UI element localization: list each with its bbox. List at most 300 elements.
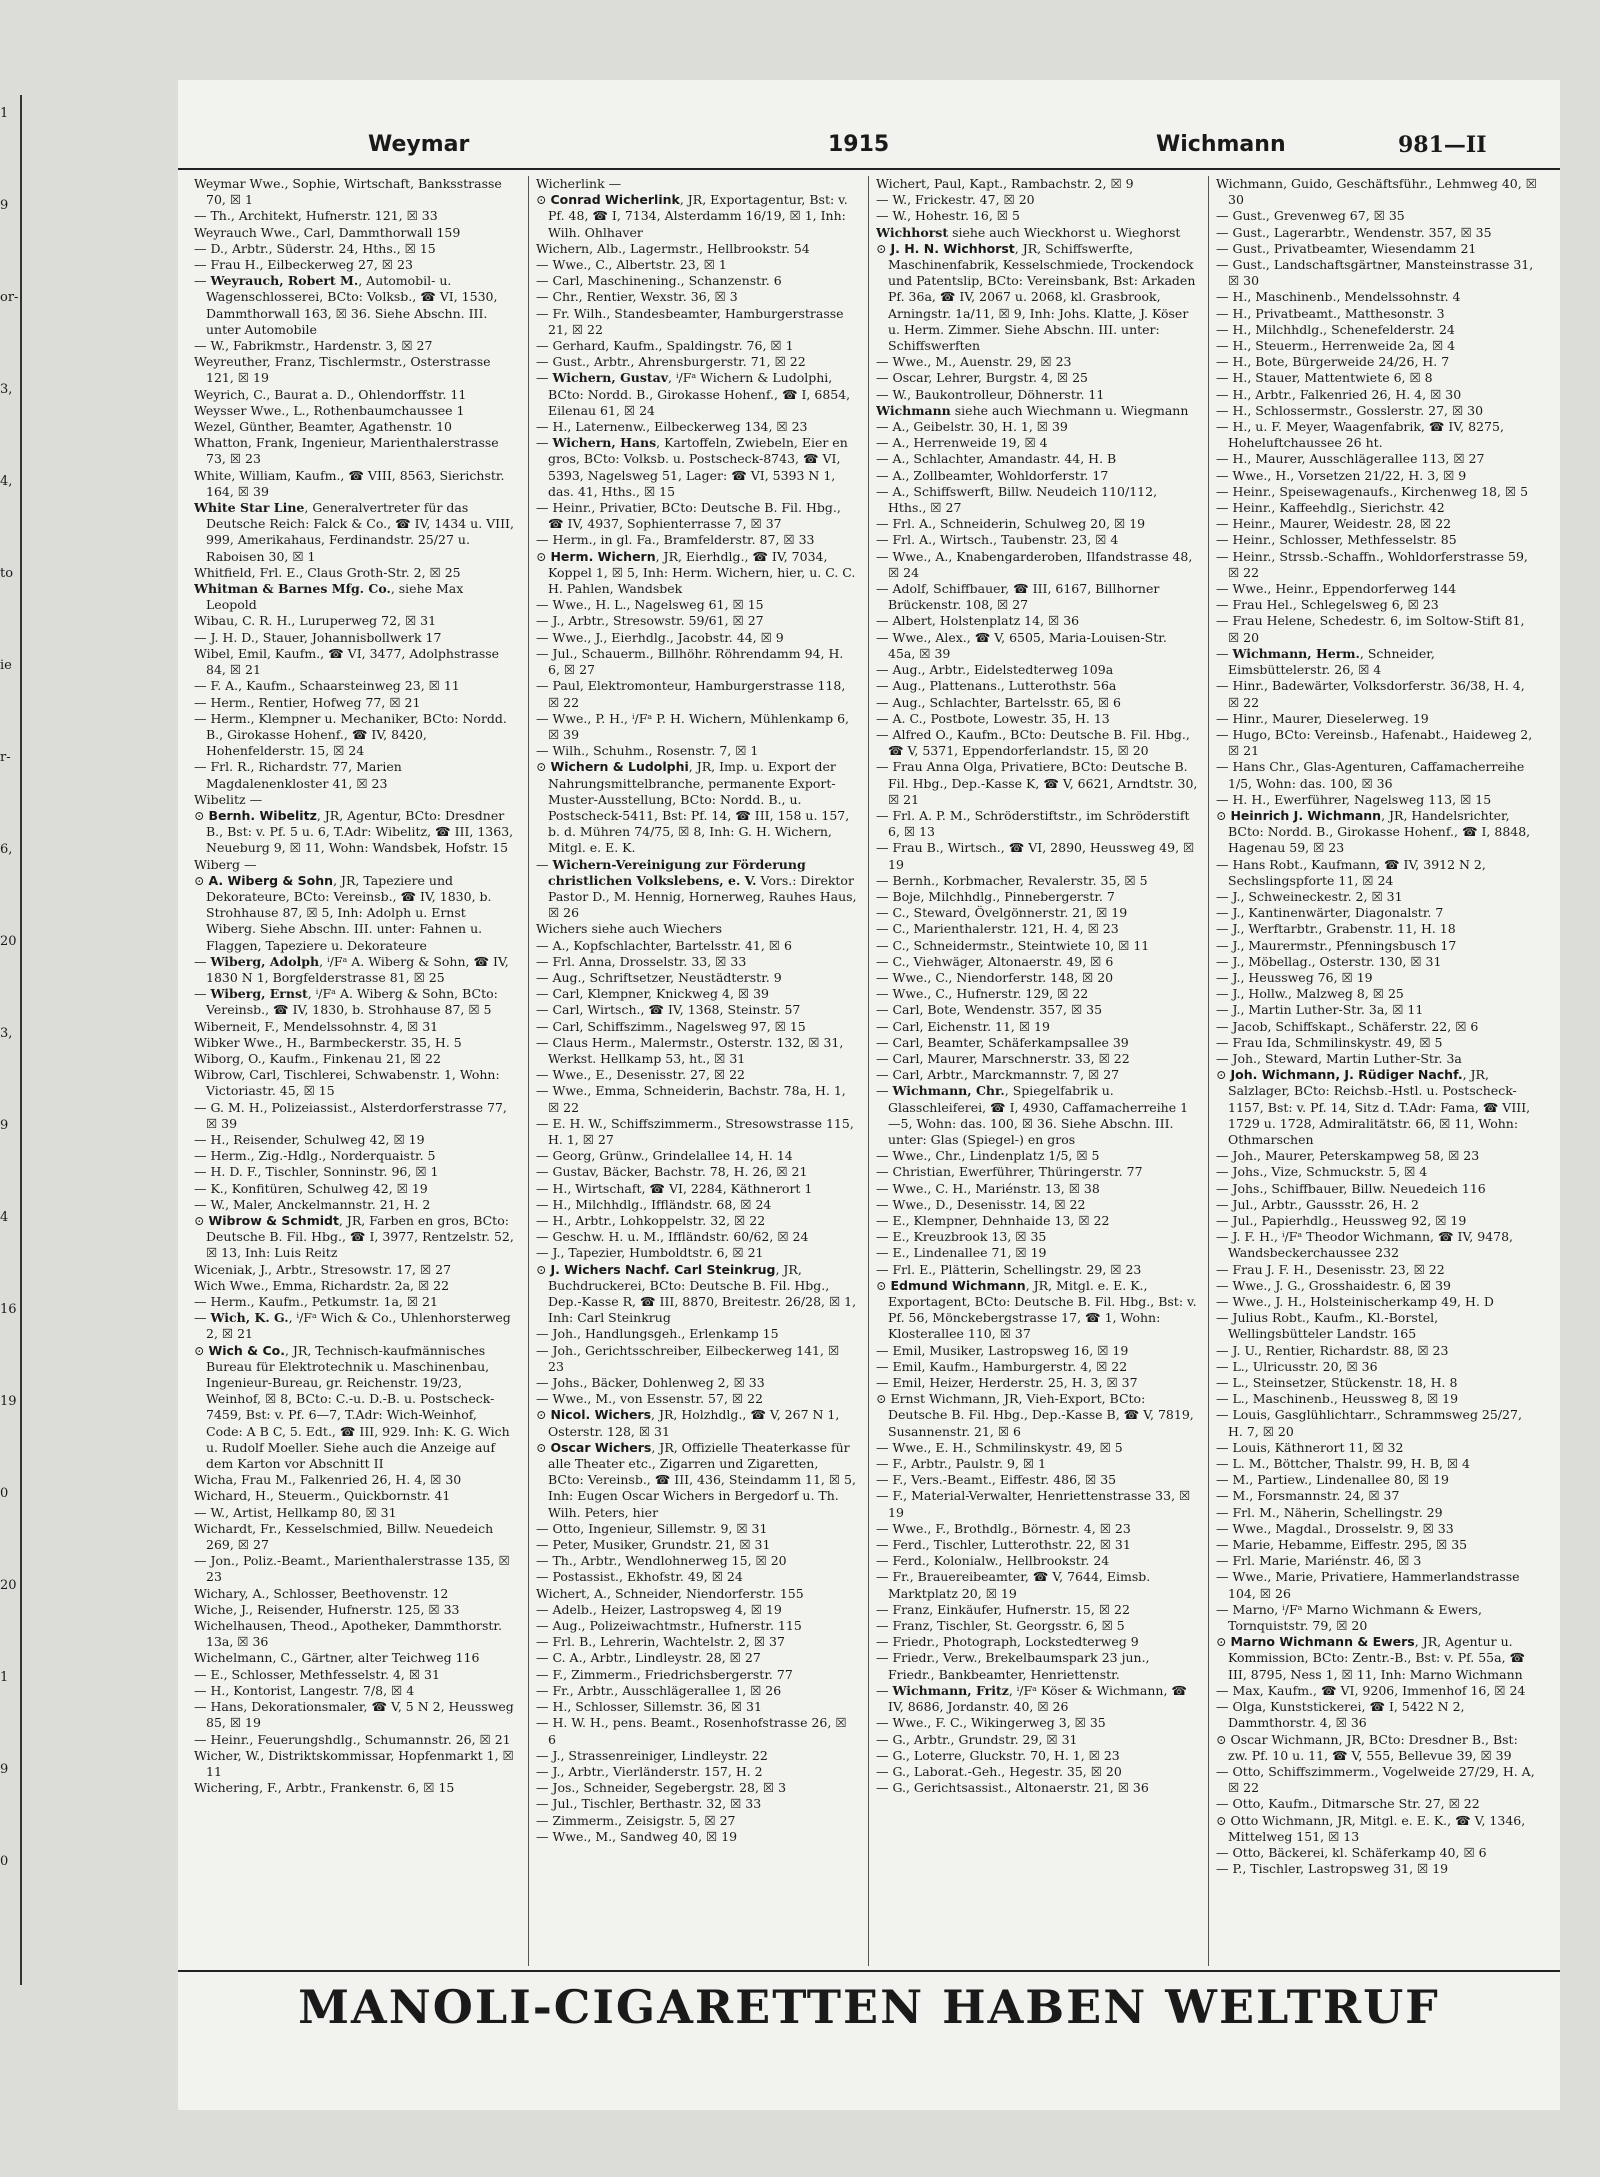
directory-entry: — G., Laborat.-Geh., Hegestr. 35, ☒ 20	[876, 1763, 1122, 1779]
directory-entry: Wicha, Frau M., Falkenried 26, H. 4, ☒ 30	[194, 1472, 462, 1488]
previous-page-fragment: ie	[0, 658, 12, 673]
header-rule	[178, 168, 1560, 170]
directory-entry: ⊙ Ernst Wichmann, JR, Vieh-Export, BCto: Deutsche B. Fil. Hbg., Dep.-Kasse B, ☎ V, 7819, Susannenstr. 21, ☒ 6	[876, 1391, 1194, 1439]
directory-column-2	[536, 176, 858, 1966]
directory-entry: Wibelitz —	[194, 791, 263, 807]
directory-entry: — Hans Chr., Glas-Agenturen, Caffamacherreihe 1/5, Wohn: das. 100, ☒ 36	[1216, 759, 1525, 791]
directory-entry: — Wwe., M., Sandweg 40, ☒ 19	[536, 1828, 738, 1844]
directory-entry: Wichern, Alb., Lagermstr., Hellbrookstr. 54	[536, 240, 810, 256]
previous-page-fragment: 6,	[0, 842, 13, 857]
firm-entry: ⊙ Nicol. Wichers, JR, Holzhdlg., ☎ V, 267 N 1, Osterstr. 128, ☒ 31	[536, 1407, 840, 1439]
directory-entry: — J., Heussweg 76, ☒ 19	[1216, 969, 1373, 985]
directory-entry: — Wwe., J., Eierhdlg., Jacobstr. 44, ☒ 9	[536, 629, 784, 645]
directory-entry: — J. H. D., Stauer, Johannisbollwerk 17	[194, 629, 442, 645]
directory-entry: Wibrow, Carl, Tischlerei, Schwabenstr. 1, Wohn: Victoriastr. 45, ☒ 15	[194, 1067, 500, 1099]
directory-entry: — Postassist., Ekhofstr. 49, ☒ 24	[536, 1569, 743, 1585]
directory-entry: — C., Marienthalerstr. 121, H. 4, ☒ 23	[876, 921, 1119, 937]
directory-entry: — Herm., Klempner u. Mechaniker, BCto: Nordd. B., Girokasse Hohenf., ☎ IV, 8420, Hohenfelderstr. 15, ☒ 24	[194, 710, 507, 759]
firm-entry: ⊙ Conrad Wicherlink, JR, Exportagentur, Bst: v. Pf. 48, ☎ I, 7134, Alsterdamm 16/19, ☒ 1, Inh: Wilh. Ohlhaver	[536, 192, 848, 240]
directory-entry: — C., Schneidermstr., Steintwiete 10, ☒ 11	[876, 937, 1150, 953]
directory-column-1	[194, 176, 516, 1966]
directory-entry: Weyrich, C., Baurat a. D., Ohlendorffstr. 11	[194, 386, 467, 402]
directory-entry: — F., Arbtr., Paulstr. 9, ☒ 1	[876, 1456, 1047, 1472]
directory-entry: — Herm., Kaufm., Petkumstr. 1a, ☒ 21	[194, 1294, 438, 1310]
column-divider	[868, 176, 869, 1966]
directory-entry: — J., Arbtr., Vierländerstr. 157, H. 2	[536, 1763, 763, 1779]
directory-entry: — H., Schlossermstr., Gosslerstr. 27, ☒ 30	[1216, 402, 1484, 418]
directory-entry: — Carl, Bote, Wendenstr. 357, ☒ 35	[876, 1002, 1103, 1018]
directory-entry: — Carl, Maurer, Marschnerstr. 33, ☒ 22	[876, 1050, 1130, 1066]
directory-entry: — Jos., Schneider, Segebergstr. 28, ☒ 3	[536, 1780, 787, 1796]
directory-entry: — Jul., Tischler, Berthastr. 32, ☒ 33	[536, 1796, 762, 1812]
directory-entry: — J., Möbellag., Osterstr. 130, ☒ 31	[1216, 953, 1442, 969]
directory-entry: — Carl, Schiffszimm., Nagelsweg 97, ☒ 15	[536, 1018, 806, 1034]
directory-entry: — Gustav, Bäcker, Bachstr. 78, H. 26, ☒ 21	[536, 1164, 808, 1180]
directory-entry: — E., Klempner, Dehnhaide 13, ☒ 22	[876, 1213, 1110, 1228]
directory-entry: — L., Ulricusstr. 20, ☒ 36	[1216, 1358, 1378, 1374]
directory-entry: — Gust., Lagerarbtr., Wendenstr. 357, ☒ 35	[1216, 224, 1492, 240]
directory-entry: — Wwe., E., Desenisstr. 27, ☒ 22	[536, 1067, 746, 1083]
page-number: 981—II	[1398, 132, 1487, 158]
directory-entry: Wichard, H., Steuerm., Quickbornstr. 41	[194, 1488, 451, 1504]
directory-entry: — Chr., Rentier, Wexstr. 36, ☒ 3	[536, 289, 738, 305]
directory-entry: — W., Artist, Hellkamp 80, ☒ 31	[194, 1504, 397, 1520]
directory-entry: — K., Konfitüren, Schulweg 42, ☒ 19	[194, 1180, 428, 1196]
directory-entry: — Marno, ⁱ/Fᵃ Marno Wichmann & Ewers, Tornquiststr. 79, ☒ 20	[1216, 1601, 1482, 1634]
previous-page-edge	[0, 95, 22, 1985]
directory-entry: — H. D. F., Tischler, Sonninstr. 96, ☒ 1	[194, 1164, 439, 1180]
firm-entry: ⊙ Heinrich J. Wichmann, JR, Handelsrichter, BCto: Nordd. B., Girokasse Hohenf., ☎ I, 8848, Hagenau 59, ☒ 23	[1216, 807, 1531, 856]
firm-entry: ⊙ Oscar Wichers, JR, Offizielle Theaterkasse für alle Theater etc., Zigarren und Zigaretten, BCto: Vereinsb., ☎ III, 436, Steindamm 11, ☒ 5, Inh: Eugen Oscar Wichers in Bergedorf u. Th. Wilh. Peters, hier	[536, 1439, 856, 1520]
directory-entry: — Th., Architekt, Hufnerstr. 121, ☒ 33	[194, 208, 438, 224]
directory-entry: — Gust., Arbtr., Ahrensburgerstr. 71, ☒ 22	[536, 354, 806, 370]
directory-column-3	[876, 176, 1198, 1966]
directory-entry: — C., Viehwäger, Altonaerstr. 49, ☒ 6	[876, 953, 1114, 969]
directory-entry: — Max, Kaufm., ☎ VI, 9206, Immenhof 16, ☒ 24	[1216, 1682, 1526, 1698]
directory-entry: — Heinr., Maurer, Weidestr. 28, ☒ 22	[1216, 516, 1452, 532]
directory-entry: — Carl, Beamter, Schäferkampsallee 39	[876, 1034, 1129, 1050]
directory-entry: — E., Kreuzbrook 13, ☒ 35	[876, 1229, 1047, 1245]
directory-entry: — Gust., Grevenweg 67, ☒ 35	[1216, 208, 1405, 224]
directory-entry: — Wwe., J. G., Grosshaidestr. 6, ☒ 39	[1216, 1277, 1451, 1293]
directory-entry: Wicher, W., Distriktskommissar, Hopfenmarkt 1, ☒ 11	[194, 1747, 514, 1779]
advertisement-banner: MANOLI-CIGARETTEN HABEN WELTRUF	[298, 1980, 1440, 2034]
previous-page-fragment: 9	[0, 1118, 9, 1133]
directory-entry: Wichmann siehe auch Wiechmann u. Wiegmann	[876, 402, 1189, 418]
directory-entry: — H., Stauer, Mattentwiete 6, ☒ 8	[1216, 370, 1433, 386]
directory-entry: ⊙ Otto Wichmann, JR, Mitgl. e. E. K., ☎ V, 1346, Mittelweg 151, ☒ 13	[1216, 1812, 1526, 1844]
directory-entry: — J., Tapezier, Humboldtstr. 6, ☒ 21	[536, 1245, 764, 1261]
firm-entry: ⊙ Marno Wichmann & Ewers, JR, Agentur u. Kommission, BCto: Zentr.-B., Bst: v. Pf. 55a, ☎ III, 8795, Ness 1, ☒ 11, Inh: Marno Wichmann	[1216, 1634, 1526, 1682]
directory-entry: — Heinr., Privatier, BCto: Deutsche B. Fil. Hbg., ☎ IV, 4937, Sophienterrasse 7, ☒ 37	[536, 500, 841, 532]
directory-entry: — W., Hohestr. 16, ☒ 5	[876, 208, 1020, 224]
directory-entry: — Olga, Kunststickerei, ☎ I, 5422 N 2, Dammthorstr. 4, ☒ 36	[1216, 1699, 1465, 1731]
directory-entry: Wiche, J., Reisender, Hufnerstr. 125, ☒ 33	[194, 1601, 460, 1617]
directory-entry: — Hans Robt., Kaufmann, ☎ IV, 3912 N 2, Sechslingspforte 11, ☒ 24	[1216, 856, 1486, 888]
directory-entry: Wiceniak, J., Arbtr., Stresowstr. 17, ☒ 27	[194, 1261, 452, 1277]
directory-entry: — Frl. Marie, Mariénstr. 46, ☒ 3	[1216, 1553, 1422, 1569]
directory-entry: — E., Schlosser, Methfesselstr. 4, ☒ 31	[194, 1666, 440, 1682]
directory-entry: — Frau Hel., Schlegelsweg 6, ☒ 23	[1216, 597, 1439, 613]
directory-entry: — Carl, Eichenstr. 11, ☒ 19	[876, 1018, 1050, 1034]
directory-entry: — H., Arbtr., Falkenried 26, H. 4, ☒ 30	[1216, 386, 1462, 402]
directory-entry: — Wwe., F. C., Wikingerweg 3, ☒ 35	[876, 1715, 1106, 1731]
directory-entry: — J., Arbtr., Stresowstr. 59/61, ☒ 27	[536, 613, 764, 629]
directory-entry: — Carl, Arbtr., Marckmannstr. 7, ☒ 27	[876, 1067, 1120, 1083]
directory-entry: — Hans, Dekorationsmaler, ☎ V, 5 N 2, Heussweg 85, ☒ 19	[194, 1699, 514, 1731]
directory-entry: — J., Martin Luther-Str. 3a, ☒ 11	[1216, 1002, 1424, 1018]
directory-entry: — Herm., in gl. Fa., Bramfelderstr. 87, ☒ 33	[536, 532, 815, 548]
directory-entry: Wicherlink —	[536, 176, 622, 191]
directory-entry: — Wwe., F., Brothdlg., Börnestr. 4, ☒ 23	[876, 1520, 1131, 1536]
directory-entry: Whatton, Frank, Ingenieur, Marienthalerstrasse 73, ☒ 23	[194, 435, 499, 467]
directory-entry: — Wwe., M., von Essenstr. 57, ☒ 22	[536, 1391, 763, 1407]
directory-entry: — H., Milchhdlg., Iffländstr. 68, ☒ 24	[536, 1196, 772, 1212]
directory-entry: — Frau Ida, Schmilinskystr. 49, ☒ 5	[1216, 1034, 1443, 1050]
previous-page-fragment: or-	[0, 290, 19, 305]
page-header	[178, 124, 1560, 164]
directory-entry: — J., Schweineckestr. 2, ☒ 31	[1216, 888, 1403, 904]
directory-entry: — Wwe., Chr., Lindenplatz 1/5, ☒ 5	[876, 1148, 1100, 1164]
directory-entry: — Wwe., M., Auenstr. 29, ☒ 23	[876, 354, 1072, 370]
directory-entry: — Friedr., Verw., Brekelbaumspark 23 jun., Friedr., Bankbeamter, Henriettenstr.	[876, 1650, 1150, 1682]
directory-entry: — Johs., Schiffbauer, Billw. Neuedeich 116	[1216, 1180, 1486, 1196]
directory-entry: Wichers siehe auch Wiechers	[536, 921, 723, 937]
directory-entry: — Otto, Schiffszimmerm., Vogelweide 27/29, H. A, ☒ 22	[1216, 1763, 1535, 1796]
directory-column-4	[1216, 176, 1538, 1966]
directory-entry: Wichelhausen, Theod., Apotheker, Dammthorstr. 13a, ☒ 36	[194, 1618, 502, 1650]
previous-page-fragment: 3,	[0, 1026, 13, 1041]
directory-entry: — Adelb., Heizer, Lastropsweg 4, ☒ 19	[536, 1601, 782, 1617]
directory-entry: — H., Maschinenb., Mendelssohnstr. 4	[1216, 289, 1461, 305]
directory-entry: White, William, Kaufm., ☎ VIII, 8563, Sierichstr. 164, ☒ 39	[194, 467, 505, 499]
directory-entry: — W., Baukontrolleur, Döhnerstr. 11	[876, 386, 1105, 402]
directory-entry: — Herm., Zig.-Hdlg., Norderquaistr. 5	[194, 1148, 436, 1164]
directory-entry: Whitfield, Frl. E., Claus Groth-Str. 2, ☒ 25	[194, 564, 461, 580]
directory-entry: — Hinr., Badewärter, Volksdorferstr. 36/38, H. 4, ☒ 22	[1216, 678, 1525, 710]
directory-entry: — Wichern, Gustav, ⁱ/Fᵃ Wichern & Ludolphi, BCto: Nordd. B., Girokasse Hohenf., ☎ I, 6854, Eilenau 61, ☒ 24	[536, 370, 851, 418]
directory-entry: — Wichmann, Fritz, ⁱ/Fᵃ Köser & Wichmann, ☎ IV, 8686, Jordanstr. 40, ☒ 26	[876, 1682, 1187, 1715]
directory-entry: — Paul, Elektromonteur, Hamburgerstrasse 118, ☒ 22	[536, 678, 846, 710]
directory-entry: — Johs., Bäcker, Dohlenweg 2, ☒ 33	[536, 1375, 765, 1391]
directory-entry: — A., Kopfschlachter, Bartelsstr. 41, ☒ 6	[536, 937, 792, 953]
directory-entry: Wibker Wwe., H., Barmbeckerstr. 35, H. 5	[194, 1034, 462, 1050]
directory-entry: — Aug., Plattenans., Lutterothstr. 56a	[876, 678, 1117, 694]
directory-entry: Wichmann, Guido, Geschäftsführ., Lehmweg 40, ☒ 30	[1216, 176, 1537, 208]
directory-entry: — Marie, Hebamme, Eiffestr. 295, ☒ 35	[1216, 1537, 1468, 1553]
directory-entry: — Aug., Polizeiwachtmstr., Hufnerstr. 115	[536, 1618, 802, 1634]
previous-page-fragment: 9	[0, 1762, 9, 1777]
directory-entry: — Otto, Kaufm., Ditmarsche Str. 27, ☒ 22	[1216, 1796, 1480, 1812]
directory-entry: — Franz, Einkäufer, Hufnerstr. 15, ☒ 22	[876, 1601, 1130, 1617]
directory-entry: — Wwe., Magdal., Drosselstr. 9, ☒ 33	[1216, 1520, 1454, 1536]
directory-entry: — L. M., Böttcher, Thalstr. 99, H. B, ☒ 4	[1216, 1456, 1470, 1472]
directory-entry: — Ferd., Tischler, Lutterothstr. 22, ☒ 31	[876, 1537, 1131, 1553]
previous-page-fragment: 20	[0, 934, 17, 949]
directory-entry: — Franz, Tischler, St. Georgsstr. 6, ☒ 5	[876, 1618, 1125, 1634]
directory-entry: — Christian, Ewerführer, Thüringerstr. 77	[876, 1164, 1143, 1180]
directory-entry: — Frau Helene, Schedestr. 6, im Soltow-Stift 81, ☒ 20	[1216, 613, 1525, 645]
directory-entry: — Frau H., Eilbeckerweg 27, ☒ 23	[194, 257, 413, 273]
directory-entry: — Otto, Bäckerei, kl. Schäferkamp 40, ☒ 6	[1216, 1844, 1487, 1860]
directory-entry: — F., Material-Verwalter, Henriettenstrasse 33, ☒ 19	[876, 1488, 1191, 1520]
directory-entry: — Hinr., Maurer, Dieselerweg. 19	[1216, 710, 1429, 726]
directory-entry: — Adolf, Schiffbauer, ☎ III, 6167, Billhorner Brückenstr. 108, ☒ 27	[876, 581, 1160, 613]
previous-page-fragment: to	[0, 566, 14, 581]
previous-page-fragment: 4	[0, 1210, 9, 1225]
directory-entry: Wichardt, Fr., Kesselschmied, Billw. Neuedeich 269, ☒ 27	[194, 1520, 494, 1553]
directory-entry: — Wwe., H., Vorsetzen 21/22, H. 3, ☒ 9	[1216, 467, 1467, 483]
directory-entry: — J., Werftarbtr., Grabenstr. 11, H. 18	[1216, 921, 1456, 937]
directory-entry: Weyreuther, Franz, Tischlermstr., Osterstrasse 121, ☒ 19	[194, 354, 491, 386]
firm-entry: ⊙ Edmund Wichmann, JR, Mitgl. e. E. K., Exportagent, BCto: Deutsche B. Fil. Hbg., Bst: v. Pf. 56, Mönckebergstrasse 17, ☎ 1, Wohn: Klosterallee 110, ☒ 37	[876, 1277, 1197, 1342]
directory-entry: — Georg, Grünw., Grindelallee 14, H. 14	[536, 1148, 793, 1164]
directory-entry: — Wwe., P. H., ⁱ/Fᵃ P. H. Wichern, Mühlenkamp 6, ☒ 39	[536, 710, 850, 742]
directory-entry: — Wwe., C. H., Mariénstr. 13, ☒ 38	[876, 1180, 1100, 1196]
directory-entry: — Friedr., Photograph, Lockstedterweg 9	[876, 1634, 1139, 1650]
column-divider	[1208, 176, 1209, 1966]
directory-entry: — Julius Robt., Kaufm., Kl.-Borstel, Wellingsbütteler Landstr. 165	[1216, 1310, 1439, 1342]
directory-page	[178, 80, 1560, 2110]
directory-entry: — A. C., Postbote, Lowestr. 35, H. 13	[876, 710, 1110, 726]
directory-entry: — Hugo, BCto: Vereinsb., Hafenabt., Haideweg 2, ☒ 21	[1216, 726, 1533, 759]
previous-page-fragment: 1	[0, 106, 9, 121]
directory-entry: — Wwe., A., Knabengarderoben, Ilfandstrasse 48, ☒ 24	[876, 548, 1193, 580]
directory-entry: — Joh., Handlungsgeh., Erlenkamp 15	[536, 1326, 779, 1342]
directory-entry: — J. F. H., ⁱ/Fᵃ Theodor Wichmann, ☎ IV, 9478, Wandsbeckerchaussee 232	[1216, 1229, 1514, 1261]
directory-entry: — A., Schiffswerft, Billw. Neudeich 110/112, Hths., ☒ 27	[876, 483, 1158, 516]
directory-entry: — Johs., Vize, Schmuckstr. 5, ☒ 4	[1216, 1164, 1428, 1180]
directory-entry: — M., Forsmannstr. 24, ☒ 37	[1216, 1488, 1400, 1504]
directory-entry: — G., Loterre, Gluckstr. 70, H. 1, ☒ 23	[876, 1747, 1120, 1763]
directory-entry: — F., Zimmerm., Friedrichsbergerstr. 77	[536, 1666, 793, 1682]
directory-entry: — Frau J. F. H., Desenisstr. 23, ☒ 22	[1216, 1261, 1445, 1277]
firm-entry: ⊙ J. H. N. Wichhorst, JR, Schiffswerfte, Maschinenfabrik, Kesselschmiede, Trockendock und Patentslip, BCto: Vereinsbank, Bst: Arkaden Pf. 36a, ☎ IV, 2067 u. 2068, kl. Grasbrook, Arningstr. 1a/11, ☒ 9, Inh: Johs. Klatte, J. Köser u. Herm. Zimmer. Siehe Abschn. III. unter: Schiffswerften	[876, 240, 1196, 354]
directory-entry: Whitman & Barnes Mfg. Co., siehe Max Leopold	[194, 581, 464, 613]
directory-entry: — H., Arbtr., Lohkoppelstr. 32, ☒ 22	[536, 1213, 766, 1228]
directory-entry: — L., Maschinenb., Heussweg 8, ☒ 19	[1216, 1391, 1459, 1407]
directory-entry: — Albert, Holstenplatz 14, ☒ 36	[876, 613, 1080, 629]
directory-entry: — Frl. M., Näherin, Schellingstr. 29	[1216, 1504, 1443, 1520]
directory-entry: — Heinr., Speisewagenaufs., Kirchenweg 18, ☒ 5	[1216, 483, 1529, 499]
directory-entry: — H., Steuerm., Herrenweide 2a, ☒ 4	[1216, 338, 1456, 354]
previous-page-fragment: 20	[0, 1578, 17, 1593]
directory-entry: — Emil, Musiker, Lastropsweg 16, ☒ 19	[876, 1342, 1129, 1358]
directory-entry: — H., Maurer, Ausschlägerallee 113, ☒ 27	[1216, 451, 1485, 467]
directory-entry: — Aug., Schlachter, Bartelsstr. 65, ☒ 6	[876, 694, 1121, 710]
directory-entry: — L., Steinsetzer, Stückenstr. 18, H. 8	[1216, 1375, 1458, 1391]
previous-page-fragment: 0	[0, 1486, 9, 1501]
directory-entry: Wibau, C. R. H., Luruperweg 72, ☒ 31	[194, 613, 437, 629]
directory-entry: Wichhorst siehe auch Wieckhorst u. Wieghorst	[876, 224, 1181, 240]
directory-entry: — Boje, Milchhdlg., Pinnebergerstr. 7	[876, 888, 1115, 904]
directory-entry: — Frl. B., Lehrerin, Wachtelstr. 2, ☒ 37	[536, 1634, 785, 1650]
directory-entry: Wiberneit, F., Mendelssohnstr. 4, ☒ 31	[194, 1018, 439, 1034]
directory-entry: Weymar Wwe., Sophie, Wirtschaft, Banksstrasse 70, ☒ 1	[194, 176, 502, 208]
directory-entry: Weyrauch Wwe., Carl, Dammthorwall 159	[194, 224, 461, 240]
directory-entry: — F., Vers.-Beamt., Eiffestr. 486, ☒ 35	[876, 1472, 1117, 1488]
directory-entry: — H. H., Ewerführer, Nagelsweg 113, ☒ 15	[1216, 791, 1492, 807]
directory-entry: — Joh., Steward, Martin Luther-Str. 3a	[1216, 1050, 1462, 1066]
directory-entry: — Gust., Landschaftsgärtner, Mansteinstrasse 31, ☒ 30	[1216, 257, 1534, 289]
directory-entry: Wibel, Emil, Kaufm., ☎ VI, 3477, Adolphstrasse 84, ☒ 21	[194, 645, 500, 678]
directory-entry: — Carl, Klempner, Knickweg 4, ☒ 39	[536, 986, 770, 1002]
directory-entry: — Heinr., Feuerungshdlg., Schumannstr. 26, ☒ 21	[194, 1731, 511, 1747]
directory-entry: — G., Gerichtsassist., Altonaerstr. 21, ☒ 36	[876, 1780, 1149, 1796]
directory-entry: — J. U., Rentier, Richardstr. 88, ☒ 23	[1216, 1342, 1449, 1358]
directory-entry: — Wwe., Heinr., Eppendorferweg 144	[1216, 581, 1457, 597]
directory-entry: — Heinr., Schlosser, Methfesselstr. 85	[1216, 532, 1457, 548]
directory-entry: — Heinr., Kaffeehdlg., Sierichstr. 42	[1216, 500, 1445, 516]
previous-page-fragment: 3,	[0, 382, 13, 397]
directory-entry: — Emil, Heizer, Herderstr. 25, H. 3, ☒ 37	[876, 1375, 1138, 1391]
directory-entry: — H., Schlosser, Sillemstr. 36, ☒ 31	[536, 1699, 762, 1715]
directory-entry: — Wwe., C., Albertstr. 23, ☒ 1	[536, 257, 727, 273]
footer-rule	[178, 1970, 1560, 1972]
previous-page-fragment: 4,	[0, 474, 13, 489]
directory-entry: — Wwe., Emma, Schneiderin, Bachstr. 78a, H. 1, ☒ 22	[536, 1083, 846, 1115]
directory-entry: Wichert, A., Schneider, Niendorferstr. 155	[536, 1585, 804, 1601]
directory-entry: — Louis, Gasglühlichtarr., Schrammsweg 25/27, H. 7, ☒ 20	[1216, 1407, 1522, 1439]
directory-entry: — Wwe., H. L., Nagelsweg 61, ☒ 15	[536, 597, 764, 613]
directory-entry: — Louis, Käthnerort 11, ☒ 32	[1216, 1439, 1404, 1455]
directory-entry: Wichert, Paul, Kapt., Rambachstr. 2, ☒ 9	[876, 176, 1134, 191]
directory-entry: — Wwe., C., Hufnerstr. 129, ☒ 22	[876, 986, 1089, 1002]
directory-entry: — W., Fabrikmstr., Hardenstr. 3, ☒ 27	[194, 338, 433, 354]
directory-entry: — A., Zollbeamter, Wohldorferstr. 17	[876, 467, 1109, 483]
directory-entry: — F. A., Kaufm., Schaarsteinweg 23, ☒ 11	[194, 678, 460, 694]
previous-page-fragment: 1	[0, 1670, 9, 1685]
directory-entry: — D., Arbtr., Süderstr. 24, Hths., ☒ 15	[194, 240, 436, 256]
directory-entry: — E. H. W., Schiffszimmerm., Stresowstrasse 115, H. 1, ☒ 27	[536, 1115, 854, 1147]
directory-entry: — Wiberg, Adolph, ⁱ/Fᵃ A. Wiberg & Sohn, ☎ IV, 1830 N 1, Borgfelderstrasse 81, ☒ 25	[194, 953, 509, 985]
directory-entry: — Frl. E., Plätterin, Schellingstr. 29, ☒ 23	[876, 1261, 1142, 1277]
directory-entry: — Jacob, Schiffskapt., Schäferstr. 22, ☒ 6	[1216, 1018, 1479, 1034]
header-last-name: Wichmann	[1156, 132, 1286, 157]
directory-entry: — H., Reisender, Schulweg 42, ☒ 19	[194, 1131, 425, 1147]
directory-entry: — Claus Herm., Malermstr., Osterstr. 132, ☒ 31, Werkst. Hellkamp 53, ht., ☒ 31	[536, 1034, 844, 1066]
directory-entry: — Oscar, Lehrer, Burgstr. 4, ☒ 25	[876, 370, 1088, 386]
directory-entry: — G. M. H., Polizeiassist., Alsterdorferstrasse 77, ☒ 39	[194, 1099, 507, 1131]
directory-entry: — Wwe., Alex., ☎ V, 6505, Maria-Louisen-Str. 45a, ☒ 39	[876, 629, 1167, 661]
directory-entry: — Jul., Papierhdlg., Heussweg 92, ☒ 19	[1216, 1213, 1467, 1228]
directory-entry: Wezel, Günther, Beamter, Agathenstr. 10	[194, 419, 453, 435]
directory-entry: — Wichmann, Herm., Schneider, Eimsbüttelerstr. 26, ☒ 4	[1216, 645, 1435, 678]
directory-entry: — H., Laternenw., Eilbeckerweg 134, ☒ 23	[536, 419, 808, 435]
directory-entry: — A., Geibelstr. 30, H. 1, ☒ 39	[876, 419, 1068, 435]
directory-entry: — Gust., Privatbeamter, Wiesendamm 21	[1216, 240, 1477, 256]
previous-page-fragment: r-	[0, 750, 11, 765]
directory-entry: — G., Arbtr., Grundstr. 29, ☒ 31	[876, 1731, 1078, 1747]
directory-entry: — Frl. A., Schneiderin, Schulweg 20, ☒ 19	[876, 516, 1146, 532]
directory-entry: Wiberg —	[194, 856, 257, 872]
directory-entry: White Star Line, Generalvertreter für das Deutsche Reich: Falck & Co., ☎ IV, 1434 u. VIII, 999, Amerikahaus, Ferdinandstr. 25/27 u. Raboisen 30, ☒ 1	[194, 500, 514, 564]
directory-entry: — Heinr., Strssb.-Schaffn., Wohldorferstrasse 59, ☒ 22	[1216, 548, 1528, 580]
directory-entry: — Frau Anna Olga, Privatiere, BCto: Deutsche B. Fil. Hbg., Dep.-Kasse K, ☎ V, 6621, Arndtstr. 30, ☒ 21	[876, 759, 1198, 807]
previous-page-fragment: 9	[0, 198, 9, 213]
directory-entry: — Jul., Schauerm., Billhöhr. Röhrendamm 94, H. 6, ☒ 27	[536, 645, 844, 678]
directory-entry: — Jul., Arbtr., Gaussstr. 26, H. 2	[1216, 1196, 1419, 1212]
directory-entry: — P., Tischler, Lastropsweg 31, ☒ 19	[1216, 1861, 1449, 1877]
directory-entry: — Carl, Maschinening., Schanzenstr. 6	[536, 273, 782, 289]
firm-entry: ⊙ A. Wiberg & Sohn, JR, Tapeziere und Dekorateure, BCto: Vereinsb., ☎ IV, 1830, b. Strohhause 87, ☒ 5, Inh: Adolph u. Ernst Wiberg. Siehe Abschn. III. unter: Fahnen u. Flaggen, Tapeziere u. Dekorateure	[194, 872, 492, 953]
directory-entry: — C. A., Arbtr., Lindleystr. 28, ☒ 27	[536, 1650, 761, 1666]
directory-entry: — Fr., Brauereibeamter, ☎ V, 7644, Eimsb. Marktplatz 20, ☒ 19	[876, 1569, 1151, 1601]
directory-entry: — C., Steward, Övelgönnerstr. 21, ☒ 19	[876, 905, 1128, 921]
firm-entry: ⊙ Herm. Wichern, JR, Eierhdlg., ☎ IV, 7034, Koppel 1, ☒ 5, Inh: Herm. Wichern, hier, u. C. C. H. Pahlen, Wandsbek	[536, 548, 856, 597]
directory-entry: — J., Maurermstr., Pfenningsbusch 17	[1216, 937, 1457, 953]
directory-entry: Wich Wwe., Emma, Richardstr. 2a, ☒ 22	[194, 1277, 450, 1293]
directory-entry: — H., Kontorist, Langestr. 7/8, ☒ 4	[194, 1682, 415, 1698]
directory-entry: — M., Partiew., Lindenallee 80, ☒ 19	[1216, 1472, 1449, 1488]
directory-entry: — H., u. F. Meyer, Waagenfabrik, ☎ IV, 8275, Hoheluftchaussee 26 ht.	[1216, 419, 1504, 451]
directory-entry: — H., Privatbeamt., Matthesonstr. 3	[1216, 305, 1445, 321]
directory-entry: Weysser Wwe., L., Rothenbaumchaussee 1	[194, 402, 465, 418]
directory-entry: — Jon., Poliz.-Beamt., Marienthalerstrasse 135, ☒ 23	[194, 1553, 510, 1585]
directory-entry: — Frau B., Wirtsch., ☎ VI, 2890, Heussweg 49, ☒ 19	[876, 840, 1195, 872]
directory-entry: — Wiberg, Ernst, ⁱ/Fᵃ A. Wiberg & Sohn, BCto: Vereinsb., ☎ IV, 1830, b. Strohhause 87, ☒ 5	[194, 986, 498, 1018]
directory-entry: — Alfred O., Kaufm., BCto: Deutsche B. Fil. Hbg., ☎ V, 5371, Eppendorferlandstr. 15, ☒ 20	[876, 726, 1190, 759]
firm-entry: ⊙ Wichern & Ludolphi, JR, Imp. u. Export der Nahrungsmittelbranche, permanente Export-Muster-Ausstellung, BCto: Nordd. B., u. Postscheck-5411, Bst: Pf. 14, ☎ III, 158 u. 157, b. d. Mühren 74/75, ☒ 8, Inh: G. H. Wichern, Mitgl. e. E. K.	[536, 759, 850, 856]
directory-entry: — Otto, Ingenieur, Sillemstr. 9, ☒ 31	[536, 1520, 768, 1536]
directory-entry: — Herm., Rentier, Hofweg 77, ☒ 21	[194, 694, 421, 710]
firm-entry: ⊙ Wibrow & Schmidt, JR, Farben en gros, BCto: Deutsche B. Fil. Hbg., ☎ I, 3977, Rentzelstr. 52, ☒ 13, Inh: Luis Reitz	[194, 1213, 514, 1261]
directory-entry: — Wichmann, Chr., Spiegelfabrik u. Glasschleiferei, ☎ I, 4930, Caffamacherreihe 1—5, Wohn: das. 100, ☒ 36. Siehe Abschn. III. unter: Glas (Spiegel-) en gros	[876, 1083, 1189, 1147]
directory-entry: — Wich, K. G., ⁱ/Fᵃ Wich & Co., Uhlenhorsterweg 2, ☒ 21	[194, 1310, 511, 1342]
directory-entry: — Frl. A., Wirtsch., Taubenstr. 23, ☒ 4	[876, 532, 1119, 548]
previous-page-fragment: 0	[0, 1854, 9, 1869]
directory-entry: Wichering, F., Arbtr., Frankenstr. 6, ☒ 15	[194, 1780, 455, 1796]
directory-entry: ⊙ Oscar Wichmann, JR, BCto: Dresdner B., Bst: zw. Pf. 10 u. 11, ☎ V, 555, Bellevue 39, ☒ 39	[1216, 1731, 1518, 1763]
directory-entry: — Wwe., D., Desenisstr. 14, ☒ 22	[876, 1196, 1086, 1212]
directory-entry: — E., Lindenallee 71, ☒ 19	[876, 1245, 1047, 1261]
directory-entry: — Fr., Arbtr., Ausschlägerallee 1, ☒ 26	[536, 1682, 782, 1698]
firm-entry: ⊙ Joh. Wichmann, J. Rüdiger Nachf., JR, Salzlager, BCto: Reichsb.-Hstl. u. Postscheck-1157, Bst: v. Pf. 14, Sitz d. T.Adr: Fama, ☎ VIII, 1729 u. 1728, Admiralitätstr. 66, ☒ 11, Wohn: Othmarschen	[1216, 1067, 1531, 1147]
directory-entry: — Wichern-Vereinigung zur Förderung christlichen Volkslebens, e. V. Vors.: Direktor Pastor D., M. Hennig, Hornerweg, Rauhes Haus, ☒ 26	[536, 856, 857, 921]
directory-entry: — Peter, Musiker, Grundstr. 21, ☒ 31	[536, 1537, 771, 1553]
directory-entry: — J., Strassenreiniger, Lindleystr. 22	[536, 1747, 768, 1763]
header-first-name: Weymar	[368, 132, 470, 157]
firm-entry: ⊙ Wich & Co., JR, Technisch-kaufmännisches Bureau für Elektrotechnik u. Maschinenbau, Ingenieur-Bureau, gr. Reichenstr. 19/23, Weinhof, ☒ 8, BCto: C.-u. D.-B. u. Postscheck-7459, Bst: v. Pf. 6—7, T.Adr: Wich-Weinhof, Code: A B C, 5. Edt., ☎ III, 929. Inh: K. G. Wich u. Rudolf Moeller. Siehe auch die Anzeige auf dem Karton vor Abschnitt II	[194, 1342, 510, 1472]
directory-entry: — A., Schlachter, Amandastr. 44, H. B	[876, 451, 1117, 467]
directory-entry: — Joh., Maurer, Peterskampweg 58, ☒ 23	[1216, 1148, 1480, 1164]
directory-entry: — Wwe., Marie, Privatiere, Hammerlandstrasse 104, ☒ 26	[1216, 1569, 1520, 1601]
directory-entry: — H., Wirtschaft, ☎ VI, 2284, Käthnerort 1	[536, 1180, 813, 1196]
previous-page-fragment: 16	[0, 1302, 17, 1317]
directory-entry: — W., Maler, Anckelmannstr. 21, H. 2	[194, 1196, 431, 1212]
directory-entry: Wichelmann, C., Gärtner, alter Teichweg 116	[194, 1650, 480, 1666]
directory-entry: — Wilh., Schuhm., Rosenstr. 7, ☒ 1	[536, 743, 759, 759]
header-year: 1915	[828, 132, 890, 157]
directory-entry: — Th., Arbtr., Wendlohnerweg 15, ☒ 20	[536, 1553, 787, 1569]
directory-entry: — Bernh., Korbmacher, Revalerstr. 35, ☒ 5	[876, 872, 1148, 888]
directory-entry: — Frl. Anna, Drosselstr. 33, ☒ 33	[536, 953, 747, 969]
directory-entry: — Wwe., C., Niendorferstr. 148, ☒ 20	[876, 969, 1114, 985]
directory-entry: — Gerhard, Kaufm., Spaldingstr. 76, ☒ 1	[536, 338, 794, 354]
directory-entry: — W., Frickestr. 47, ☒ 20	[876, 192, 1035, 208]
directory-entry: — Wwe., E. H., Schmilinskystr. 49, ☒ 5	[876, 1439, 1123, 1455]
directory-entry: — J., Hollw., Malzweg 8, ☒ 25	[1216, 986, 1404, 1002]
directory-entry: — Wichern, Hans, Kartoffeln, Zwiebeln, Eier en gros, BCto: Volksb. u. Postscheck-8743, ☎ VI, 5393, Nagelsweg 51, Lager: ☎ VI, 5393 N 1, das. 41, Hths., ☒ 15	[536, 435, 848, 499]
directory-entry: — Aug., Arbtr., Eidelstedterweg 109a	[876, 662, 1114, 678]
directory-entry: — Aug., Schriftsetzer, Neustädterstr. 9	[536, 969, 782, 985]
directory-entry: — Carl, Wirtsch., ☎ IV, 1368, Steinstr. 57	[536, 1002, 801, 1018]
firm-entry: ⊙ Bernh. Wibelitz, JR, Agentur, BCto: Dresdner B., Bst: v. Pf. 5 u. 6, T.Adr: Wibelitz, ☎ III, 1363, Neueburg 9, ☒ 11, Wohn: Wandsbek, Hofstr. 15	[194, 807, 514, 856]
directory-entry: — H., Milchhdlg., Schenefelderstr. 24	[1216, 321, 1455, 337]
directory-entry: — Emil, Kaufm., Hamburgerstr. 4, ☒ 22	[876, 1358, 1128, 1374]
directory-entry: — Geschw. H. u. M., Iffländstr. 60/62, ☒ 24	[536, 1229, 809, 1245]
directory-entry: — Joh., Gerichtsschreiber, Eilbeckerweg 141, ☒ 23	[536, 1342, 840, 1374]
